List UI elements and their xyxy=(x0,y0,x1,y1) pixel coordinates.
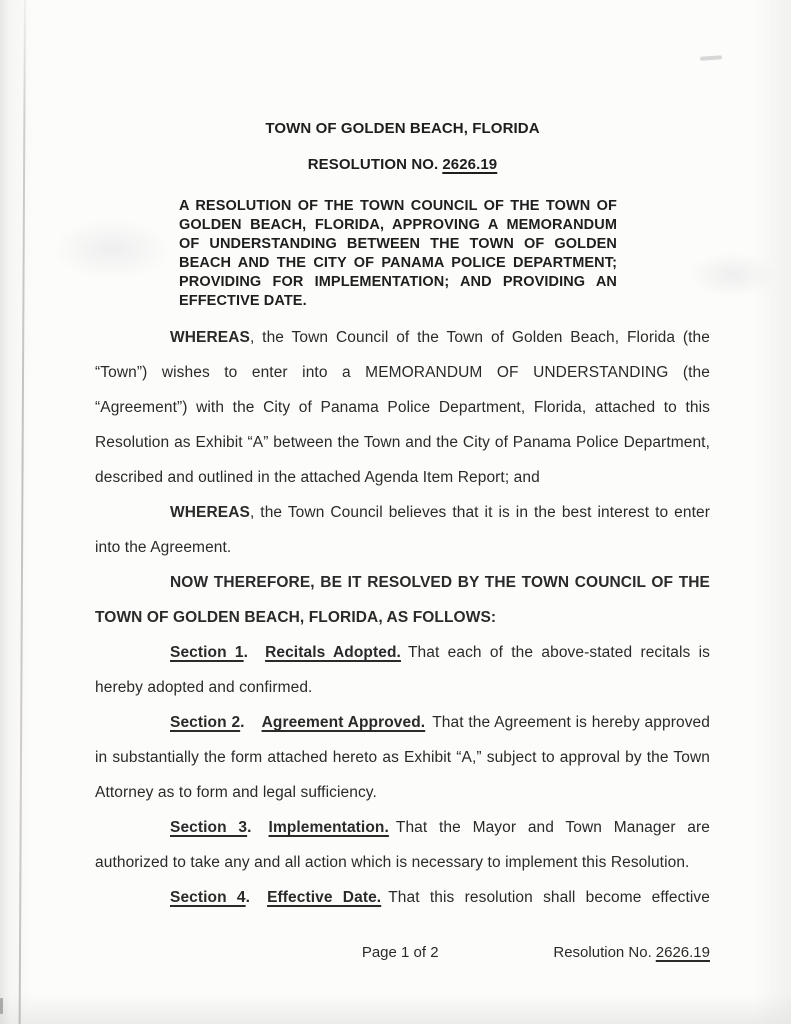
section-text: That each of the above-stated recitals is hereby adopted and confirmed. xyxy=(95,644,710,696)
page-footer xyxy=(95,944,710,966)
section-text: That the Mayor and Town Manager are authorized to take any and all action which is necessary to implement this Resolution. xyxy=(95,819,710,871)
resolution-summary: A RESOLUTION OF THE TOWN COUNCIL OF THE TOWN OF GOLDEN BEACH, FLORIDA, APPROVING A MEMORANDUM OF UNDERSTANDING BETWEEN THE TOWN OF GOLDEN BEACH AND THE CITY OF PANAMA POLICE DEPARTMENT; PROVIDING FOR IMPLEMENTATION; AND PROVIDING AN EFFECTIVE DATE. xyxy=(179,198,617,309)
section-title: Effective Date. xyxy=(267,889,382,906)
scan-artifact-edge-mark xyxy=(0,998,3,1014)
whereas-lead: WHEREAS xyxy=(170,504,250,521)
section-title: Implementation. xyxy=(268,819,389,836)
document-body xyxy=(95,320,710,915)
section-number: Section 1 xyxy=(170,644,244,661)
now-therefore-text: NOW THEREFORE, BE IT RESOLVED BY THE TOWN COUNCIL OF THE TOWN OF GOLDEN BEACH, FLORIDA, AS FOLLOWS: xyxy=(95,574,710,626)
resolution-number-heading xyxy=(95,157,710,173)
now-therefore-paragraph xyxy=(95,565,710,635)
section-punct: . xyxy=(240,714,245,731)
section-punct: . xyxy=(247,819,252,836)
section-number: Section 4 xyxy=(170,889,246,906)
whereas-paragraph-2 xyxy=(95,495,710,565)
whereas-paragraph-1 xyxy=(95,320,710,495)
section-1 xyxy=(95,635,710,705)
scan-artifact-fold-line xyxy=(19,0,26,1024)
section-punct: . xyxy=(243,644,249,661)
document-title: TOWN OF GOLDEN BEACH, FLORIDA xyxy=(265,120,540,137)
section-text: That this resolution shall become effective xyxy=(388,889,710,906)
section-number: Section 3 xyxy=(170,819,248,836)
section-title: Recitals Adopted. xyxy=(265,644,401,661)
section-number: Section 2 xyxy=(170,714,241,731)
footer-resolution-label: Resolution No. xyxy=(553,944,652,961)
page-number: Page 1 of 2 xyxy=(361,944,439,961)
document-content xyxy=(95,0,710,915)
section-4 xyxy=(95,880,710,915)
whereas-lead: WHEREAS xyxy=(170,329,250,346)
section-3 xyxy=(95,810,710,880)
section-title: Agreement Approved. xyxy=(261,714,426,731)
section-text: That the Agreement is hereby approved in substantially the form attached hereto as Exhibit “A,” subject to approval by the Town Attorney as to form and legal sufficiency. xyxy=(95,714,710,801)
paragraph-text: , the Town Council believes that it is in the best interest to enter into the Agreement. xyxy=(95,504,710,556)
section-2 xyxy=(95,705,710,810)
footer-resolution-number: 2626.19 xyxy=(655,944,710,961)
section-punct: . xyxy=(245,889,251,906)
footer-resolution-reference xyxy=(553,944,710,961)
resolution-label: RESOLUTION NO. xyxy=(307,156,439,173)
paragraph-text: , the Town Council of the Town of Golden Beach, Florida (the “Town”) wishes to enter into a MEMORANDUM OF UNDERSTANDING (the “Agreement”) with the City of Panama Police Department, Florida, attached to this Resolution as Exhibit “A” between the Town and the City of Panama Police Department, described and outlined in the attached Agenda Item Report; and xyxy=(95,329,710,486)
resolution-number: 2626.19 xyxy=(442,156,498,173)
